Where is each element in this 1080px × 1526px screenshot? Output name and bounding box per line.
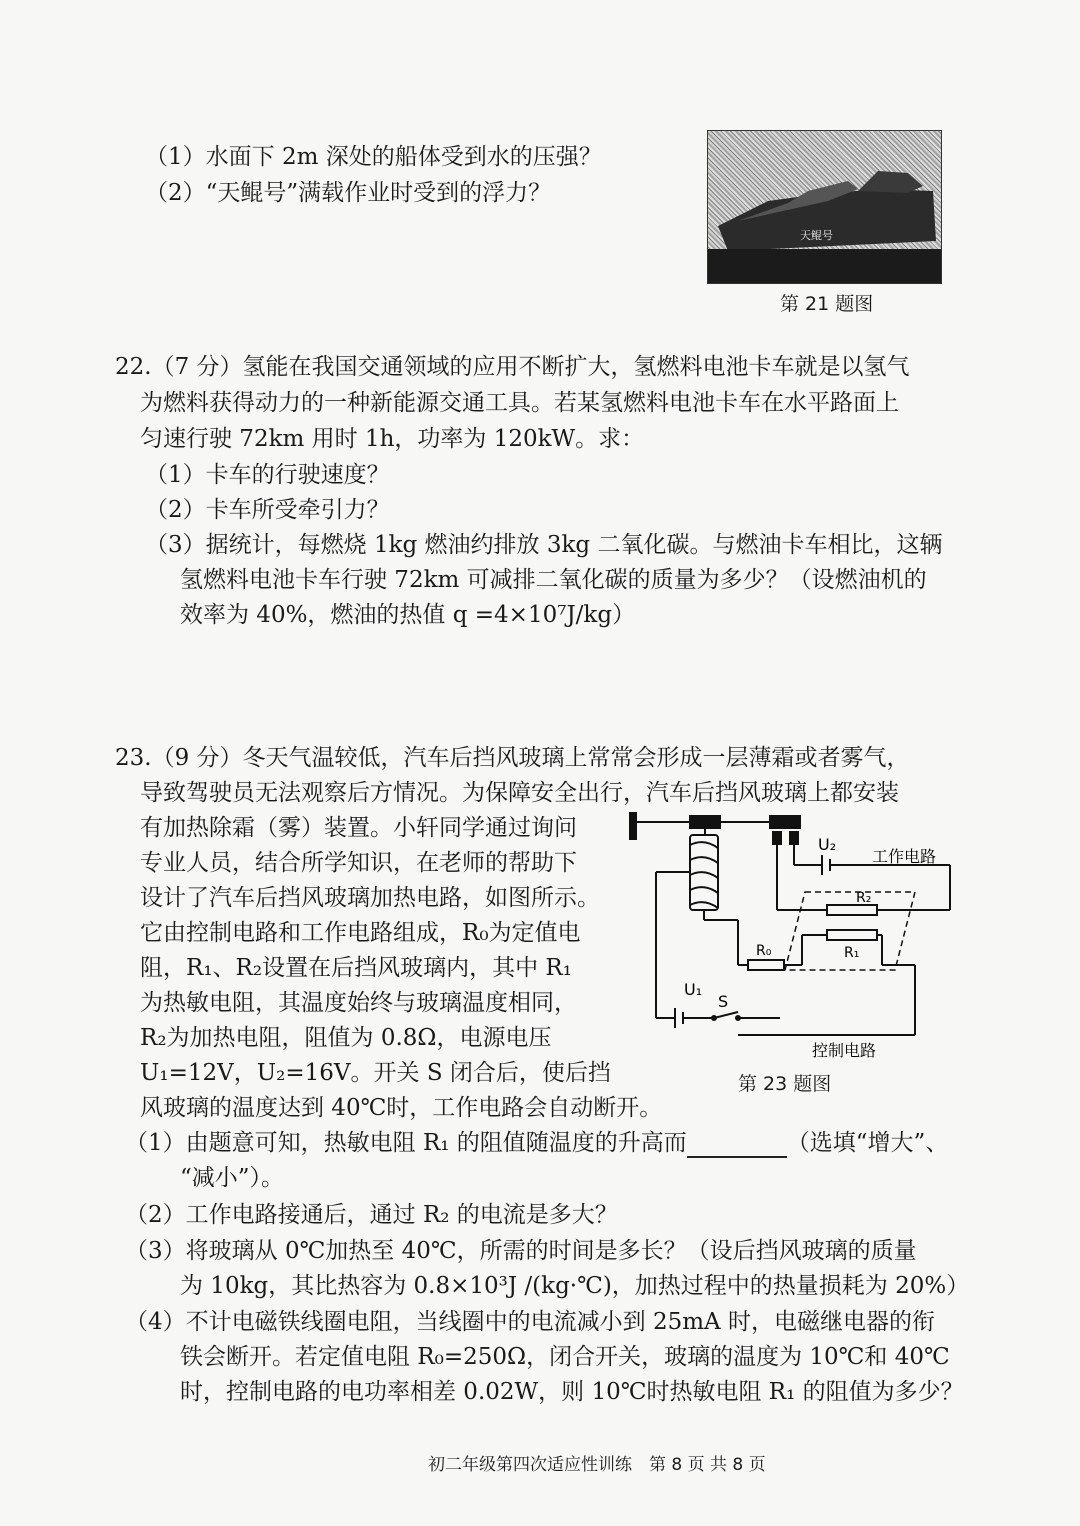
ship-image bbox=[708, 131, 941, 283]
q23-figure-caption: 第 23 题图 bbox=[738, 1073, 832, 1095]
q23-sub3b: 为 10kg，其比热容为 0.8×10³J /(kg·℃)，加热过程中的热量损耗为 20%） bbox=[180, 1273, 970, 1299]
label-u2: U₂ bbox=[818, 835, 837, 854]
resistor-r1 bbox=[827, 930, 877, 940]
relay-armature bbox=[630, 813, 636, 839]
q22-sub3c: 效率为 40%，燃油的热值 q =4×10⁷J/kg） bbox=[180, 602, 636, 628]
q23-sub1 bbox=[125, 1128, 948, 1158]
q23-sub3a: （3）将玻璃从 0℃加热至 40℃，所需的时间是多长？（设后挡风玻璃的质量 bbox=[125, 1238, 917, 1264]
q23-line3: 有加热除霜（雾）装置。小轩同学通过询问 bbox=[140, 815, 577, 841]
q22-sub3a: （3）据统计，每燃烧 1kg 燃油约排放 3kg 二氧化碳。与燃油卡车相比，这辆 bbox=[145, 532, 943, 558]
circuit-diagram bbox=[620, 810, 970, 1060]
q23-sub2: （2）工作电路接通后，通过 R₂ 的电流是多大？ bbox=[125, 1202, 618, 1228]
q23-line8: 为热敏电阻，其温度始终与玻璃温度相同， bbox=[140, 990, 577, 1016]
ship-photo bbox=[707, 130, 942, 284]
resistor-r0 bbox=[748, 960, 784, 970]
q23-sub4c: 时，控制电路的电功率相差 0.02W，则 10℃时热敏电阻 R₁ 的阻值为多少？ bbox=[180, 1379, 964, 1405]
page-footer: 初二年级第四次适应性训练 第 8 页 共 8 页 bbox=[428, 1455, 766, 1475]
q23-line11: 风玻璃的温度达到 40℃时，工作电路会自动断开。 bbox=[140, 1095, 663, 1121]
q22-line3: 匀速行驶 72km 用时 1h，功率为 120kW。求： bbox=[140, 426, 645, 452]
relay-contact bbox=[770, 816, 800, 828]
q23-line4: 专业人员，结合所学知识，在老师的帮助下 bbox=[140, 850, 577, 876]
q22-line1: 22.（7 分）氢能在我国交通领域的应用不断扩大，氢燃料电池卡车就是以氢气 bbox=[115, 354, 910, 380]
q21-sub2: （2）“天鲲号”满载作业时受到的浮力？ bbox=[145, 180, 552, 206]
ship-name-label: 天鲲号 bbox=[800, 229, 833, 242]
q23-sub4a: （4）不计电磁铁线圈电阻，当线圈中的电流减小到 25mA 时，电磁继电器的衔 bbox=[125, 1309, 935, 1335]
label-control-circuit: 控制电路 bbox=[812, 1041, 877, 1060]
q23-line10: U₁=12V，U₂=16V。开关 S 闭合后，使后挡 bbox=[140, 1060, 611, 1086]
q23-line6: 它由控制电路和工作电路组成，R₀为定值电 bbox=[140, 920, 581, 946]
label-u1: U₁ bbox=[684, 980, 703, 999]
q21-sub1: （1）水面下 2m 深处的船体受到水的压强？ bbox=[145, 144, 602, 170]
q22-sub2: （2）卡车所受牵引力？ bbox=[145, 497, 390, 523]
q23-line9: R₂为加热电阻，阻值为 0.8Ω，电源电压 bbox=[140, 1025, 552, 1051]
q23-line2: 导致驾驶员无法观察后方情况。为保障安全出行，汽车后挡风玻璃上都安装 bbox=[140, 780, 899, 806]
label-r0: R₀ bbox=[756, 943, 772, 959]
q23-line1: 23.（9 分）冬天气温较低，汽车后挡风玻璃上常常会形成一层薄霜或者雾气， bbox=[115, 745, 910, 771]
q23-sub4b: 铁会断开。若定值电阻 R₀=250Ω，闭合开关，玻璃的温度为 10℃和 40℃ bbox=[180, 1344, 950, 1370]
answer-blank[interactable] bbox=[687, 1134, 787, 1158]
label-switch: S bbox=[718, 992, 729, 1011]
q23-line5: 设计了汽车后挡风玻璃加热电路，如图所示。 bbox=[140, 885, 600, 911]
q21-figure-caption: 第 21 题图 bbox=[780, 293, 874, 315]
q22-line2: 为燃料获得动力的一种新能源交通工具。若某氢燃料电池卡车在水平路面上 bbox=[140, 390, 899, 416]
q23-line7: 阻，R₁、R₂设置在后挡风玻璃内，其中 R₁ bbox=[140, 955, 572, 981]
q23-sub1-text: （1）由题意可知，热敏电阻 R₁ 的阻值随温度的升高而 bbox=[125, 1130, 687, 1156]
resistor-r2 bbox=[827, 905, 877, 915]
q22-sub3b: 氢燃料电池卡车行驶 72km 可减排二氧化碳的质量为多少？（设燃油机的 bbox=[180, 567, 927, 593]
label-work-circuit: 工作电路 bbox=[872, 847, 937, 866]
q23-sub1-options: （选填“增大”、 bbox=[786, 1130, 949, 1156]
q22-sub1: （1）卡车的行驶速度？ bbox=[145, 462, 390, 488]
q23-sub1c: “减小”）。 bbox=[180, 1165, 285, 1191]
label-r1: R₁ bbox=[844, 945, 860, 961]
label-r2: R₂ bbox=[856, 890, 872, 906]
